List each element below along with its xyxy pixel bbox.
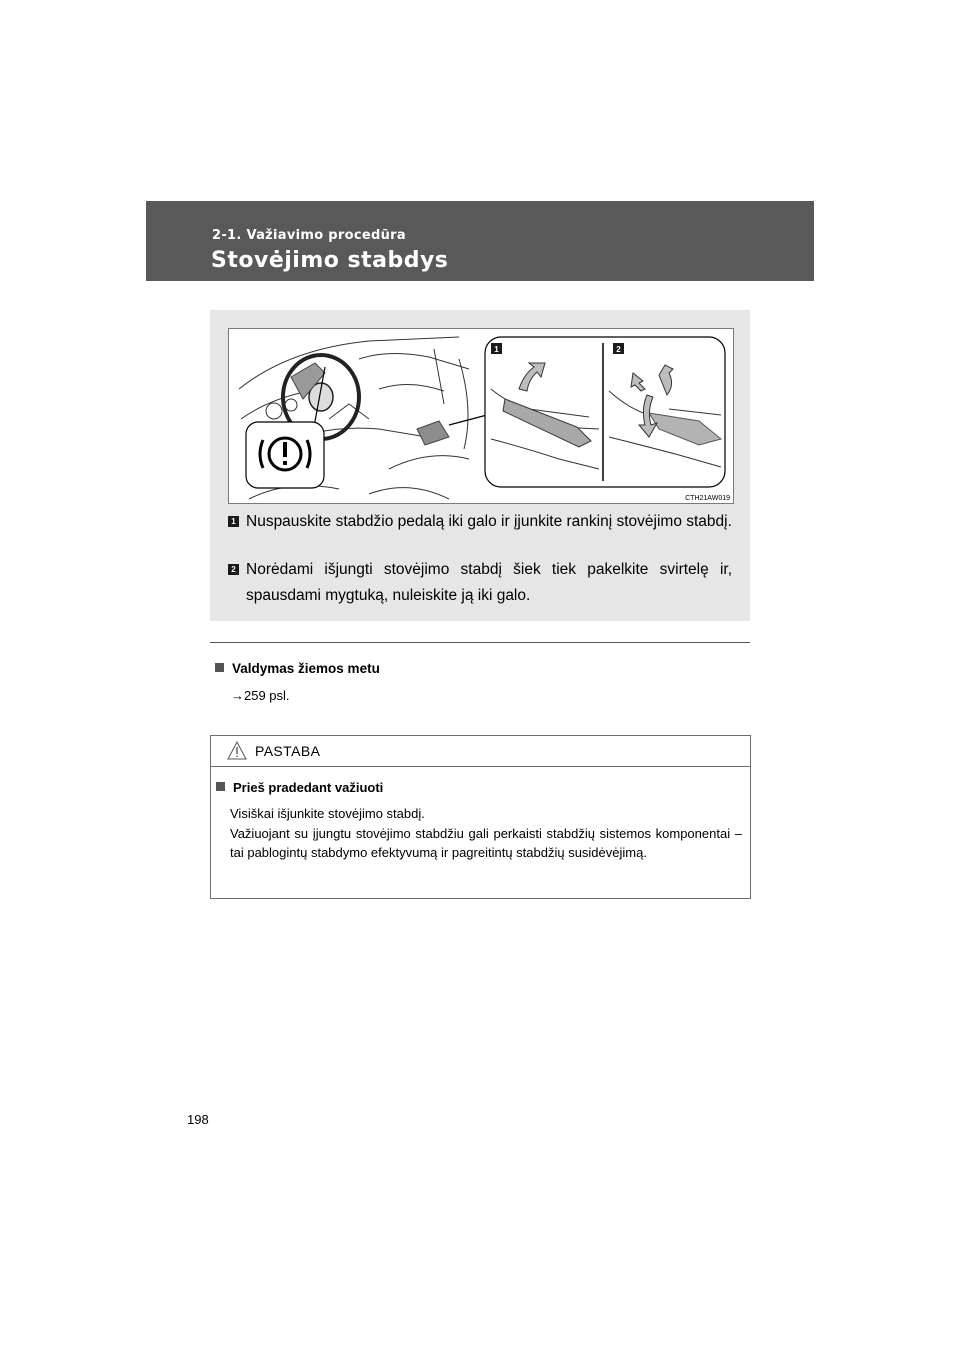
warning-triangle-icon [227, 741, 247, 760]
note-subheading [216, 780, 383, 795]
note-header [211, 736, 750, 767]
note-body [230, 804, 742, 863]
note-paragraph-1: Visiškai išjunkite stovėjimo stabdį. [230, 806, 425, 821]
section-label: 2-1. Važiavimo procedūra [212, 228, 406, 243]
divider [210, 642, 750, 643]
illustration-drawing [229, 329, 733, 503]
step-1 [228, 509, 732, 535]
page-title: Stovėjimo stabdys [211, 248, 449, 273]
page-number: 198 [187, 1112, 209, 1127]
info-heading [215, 661, 380, 676]
page-reference-link[interactable]: →259 psl. [231, 688, 290, 703]
square-bullet-icon [216, 782, 225, 791]
figure-code: CTH21AW019 [685, 495, 730, 502]
square-bullet-icon [215, 663, 224, 672]
note-box [210, 735, 751, 899]
step-marker-2: 2 [228, 564, 239, 575]
step-marker-1: 1 [228, 516, 239, 527]
parking-brake-illustration [228, 328, 734, 504]
step-text-1: Nuspauskite stabdžio pedalą iki galo ir įjunkite rankinį stovėjimo stabdį. [246, 513, 732, 530]
info-heading-text: Valdymas žiemos metu [232, 661, 380, 676]
inset-marker-1: 1 [494, 345, 499, 354]
step-2 [228, 557, 732, 609]
note-subheading-text: Prieš pradedant važiuoti [233, 780, 384, 795]
note-paragraph-2: Važiuojant su įjungtu stovėjimo stabdžiu gali perkaisti stabdžių sistemos komponentai – tai pablogintų stabdymo efektyvumą ir pagreitintų stabdžių susidėvėjimą. [230, 825, 742, 860]
note-label: PASTABA [255, 743, 321, 759]
step-text-2: Norėdami išjungti stovėjimo stabdį šiek tiek pakelkite svirtelę ir, spausdami mygtuką, nuleiskite ją iki galo. [246, 561, 732, 604]
lever-highlight [417, 421, 449, 445]
inset-marker-2: 2 [616, 345, 621, 354]
